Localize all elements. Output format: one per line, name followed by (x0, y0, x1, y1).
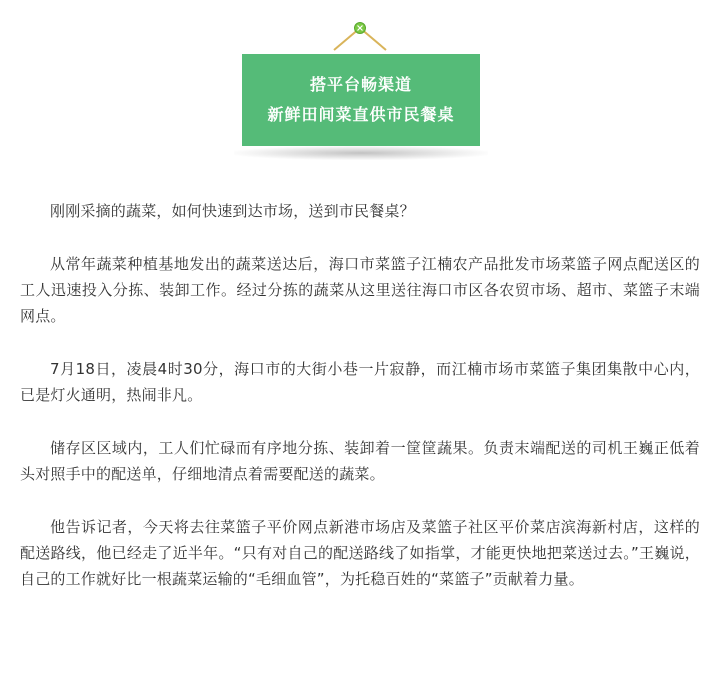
article-paragraph-1: 刚刚采摘的蔬菜，如何快速到达市场，送到市民餐桌？ (50, 202, 415, 220)
title-banner (242, 54, 480, 146)
banner-hanger-icon (0, 0, 721, 60)
banner-shadow (234, 146, 488, 160)
banner-title-line-2: 新鲜田间菜直供市民餐桌 (267, 105, 455, 124)
title-banner-section (0, 0, 721, 170)
article-paragraph-2: 从常年蔬菜种植基地发出的蔬菜送达后，海口市菜篮子江楠农产品批发市场菜篮子网点配送区的工人迅速投入分拣、装卸工作。经过分拣的蔬菜从这里送往海口市区各农贸市场、超市、菜篮子末端网点。 (20, 255, 700, 325)
article-paragraph-4: 储存区区域内，工人们忙碌而有序地分拣、装卸着一筐筐蔬果。负责末端配送的司机王巍正低着头对照手中的配送单，仔细地清点着需要配送的蔬菜。 (20, 439, 700, 483)
article-paragraph-3: 7月18日，凌晨4时30分，海口市的大街小巷一片寂静，而江楠市场市菜篮子集团集散中心内，已是灯火通明，热闹非凡。 (20, 360, 700, 404)
article-body (20, 198, 700, 619)
banner-title-line-1: 搭平台畅渠道 (309, 75, 412, 94)
article-paragraph-5: 他告诉记者，今天将去往菜篮子平价网点新港市场店及菜篮子社区平价菜店滨海新村店，这样的配送路线，他已经走了近半年。“只有对自己的配送路线了如指掌，才能更快地把菜送过去。”王巍说，自己的工作就好比一根蔬菜运输的“毛细血管”，为托稳百姓的“菜篮子”贡献着力量。 (20, 518, 700, 588)
